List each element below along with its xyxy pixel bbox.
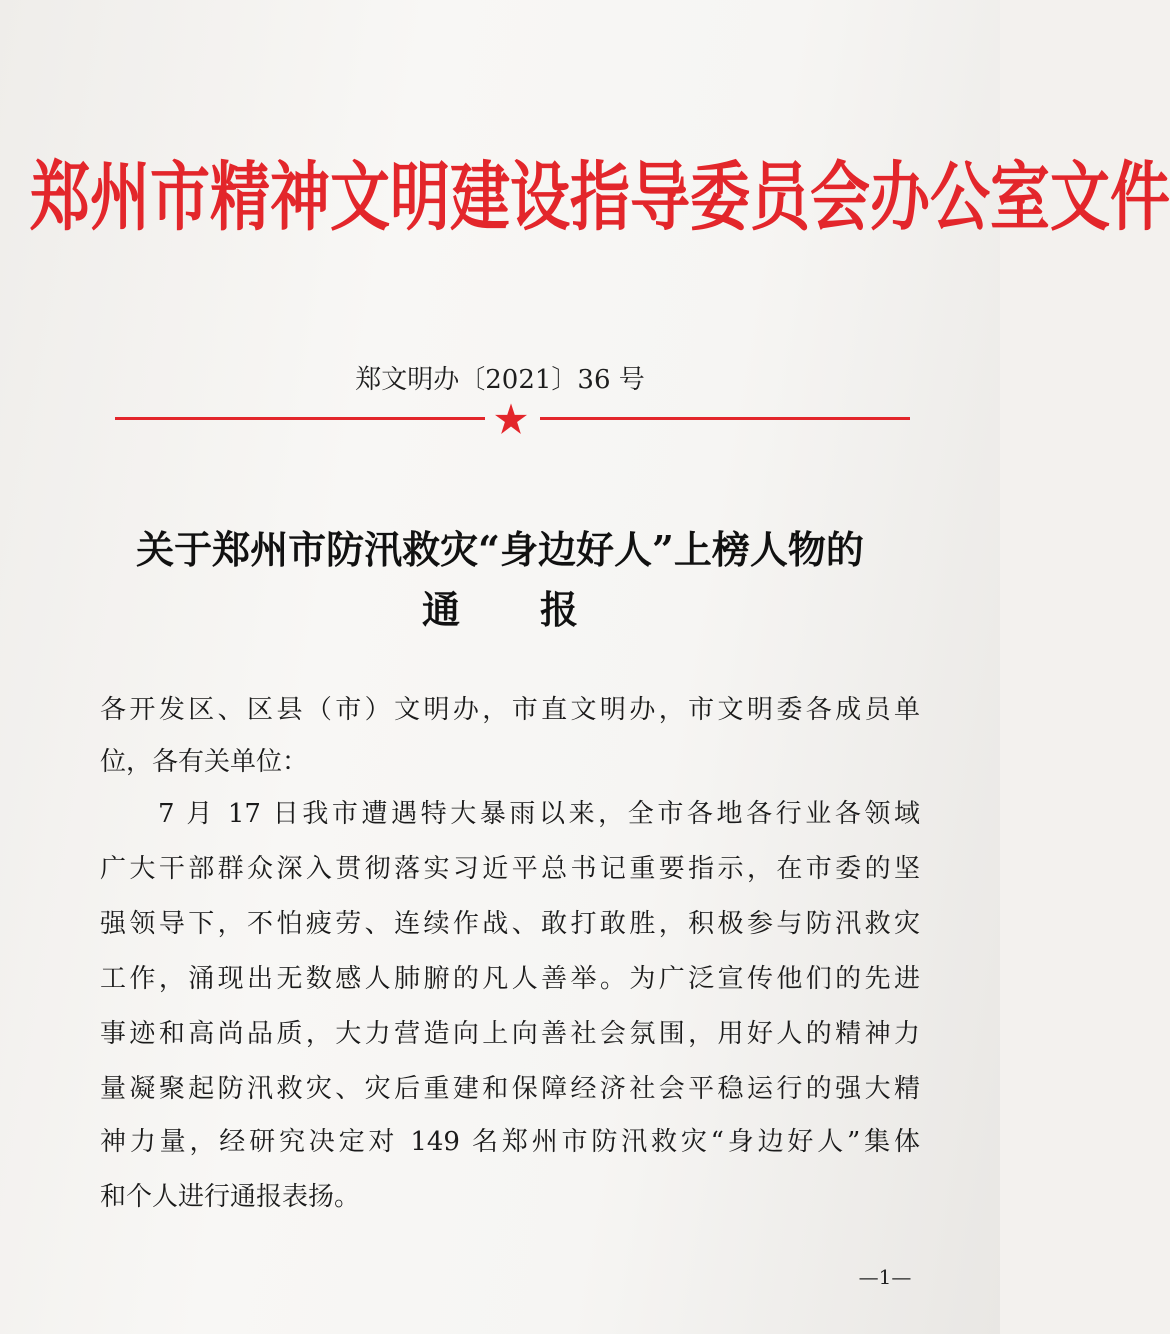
body-line: 各开发区、区县（市）文明办，市直文明办，市文明委各成员单: [100, 695, 920, 725]
body-line: 事迹和高尚品质，大力营造向上向善社会氛围，用好人的精神力: [100, 1019, 920, 1049]
divider-line-left: [115, 417, 485, 420]
body-line: 7 月 17 日我市遭遇特大暴雨以来，全市各地各行业各领域: [158, 799, 920, 829]
title-char-bao: 报: [540, 587, 579, 632]
body-line: 和个人进行通报表扬。: [100, 1182, 361, 1212]
title-char-tong: 通: [421, 587, 460, 632]
body-line: 量凝聚起防汛救灾、灾后重建和保障经济社会平稳运行的强大精: [100, 1074, 920, 1104]
body-line: 位，各有关单位：: [100, 747, 309, 777]
body-line: 广大干部群众深入贯彻落实习近平总书记重要指示，在市委的坚: [100, 854, 920, 884]
divider-line-right: [540, 417, 910, 420]
red-star-icon: [494, 402, 528, 436]
document-number: 郑文明办〔2021〕36 号: [355, 365, 645, 395]
body-line: 神力量，经研究决定对 149 名郑州市防汛救灾“身边好人”集体: [100, 1127, 920, 1157]
notice-title: 关于郑州市防汛救灾“身边好人”上榜人物的: [136, 527, 864, 572]
letterhead-title: 郑州市精神文明建设指导委员会办公室文件: [30, 154, 1170, 242]
body-line: 工作，涌现出无数感人肺腑的凡人善举。为广泛宣传他们的先进: [100, 964, 920, 994]
page-number: —1—: [858, 1265, 912, 1289]
body-line: 强领导下，不怕疲劳、连续作战、敢打敢胜，积极参与防汛救灾: [100, 909, 920, 939]
notice-title-line2: [60, 582, 940, 638]
